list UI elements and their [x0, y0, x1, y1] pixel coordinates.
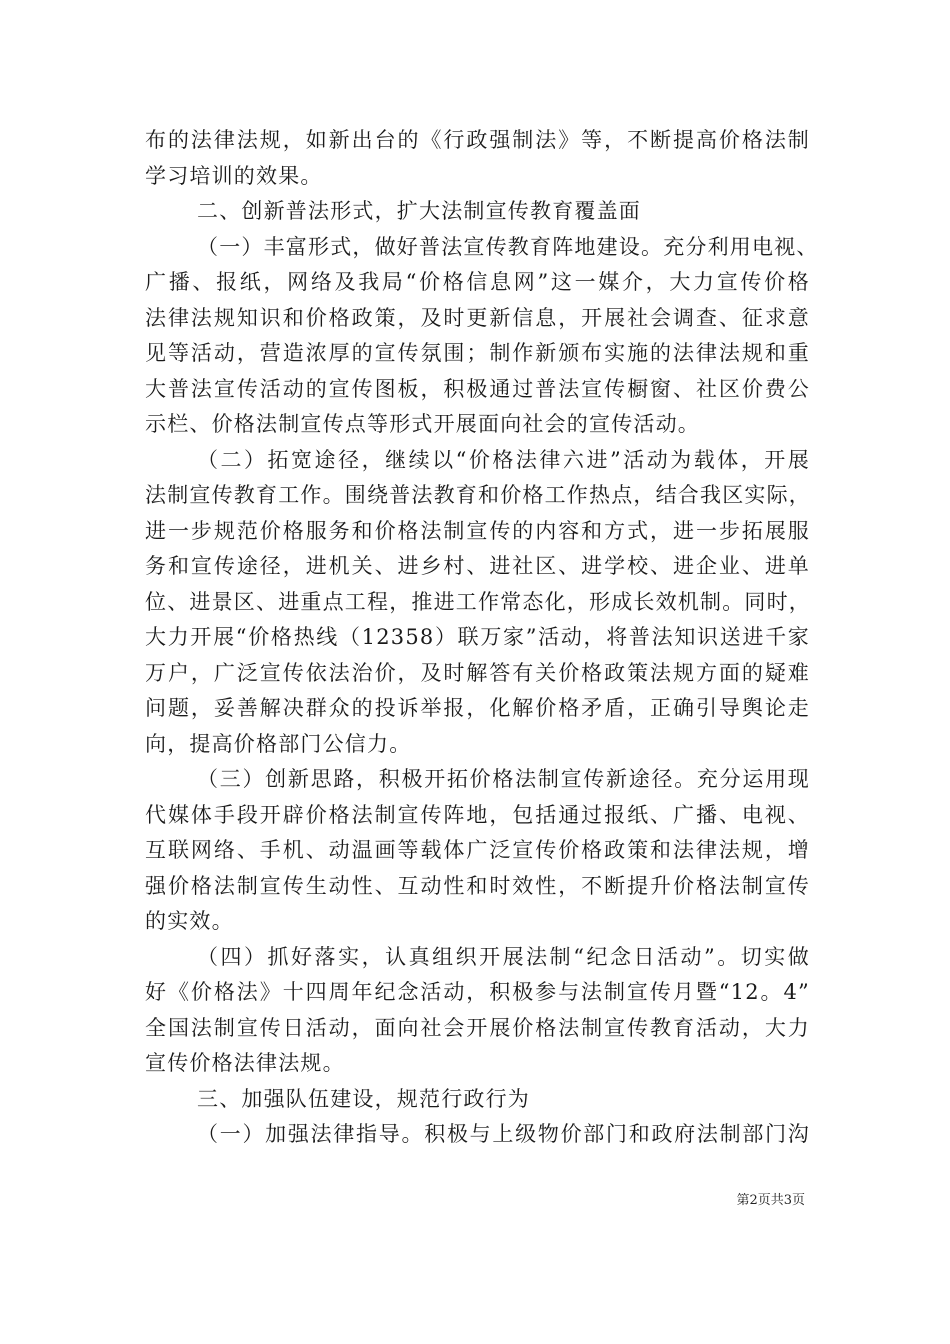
text-line: （三）创新思路，积极开拓价格法制宣传新途径。充分运用现: [197, 767, 810, 791]
text-line: （二）拓宽途径，继续以“价格法律六进”活动为载体，开展: [197, 447, 810, 472]
text-line: 位、进景区、进重点工程，推进工作常态化，形成长效机制。同时，: [145, 589, 811, 614]
text-line: 强价格法制宣传生动性、互动性和时效性，不断提升价格法制宣传: [145, 873, 810, 898]
text-line: 好《价格法》十四周年纪念活动，积极参与法制宣传月暨“12。4”: [145, 980, 810, 1004]
text-line: 法律法规知识和价格政策，及时更新信息，开展社会调查、征求意: [145, 305, 810, 330]
text-line: 广播、报纸，网络及我局“价格信息网”这一媒介，大力宣传价格: [145, 270, 810, 294]
text-line: （四）抓好落实，认真组织开展法制“纪念日活动”。切实做: [197, 944, 810, 969]
text-line: 布的法律法规，如新出台的《行政强制法》等，不断提高价格法制: [145, 128, 810, 152]
text-line: 代媒体手段开辟价格法制宣传阵地，包括通过报纸、广播、电视、: [145, 802, 810, 827]
text-line: 学习培训的效果。: [145, 163, 323, 188]
text-line: 见等活动，营造浓厚的宣传氛围；制作新颁布实施的法律法规和重: [145, 341, 810, 365]
text-line: 全国法制宣传日活动，面向社会开展价格法制宣传教育活动，大力: [145, 1015, 810, 1040]
text-line: 法制宣传教育工作。围绕普法教育和价格工作热点，结合我区实际，: [145, 483, 811, 507]
text-line: （一）丰富形式，做好普法宣传教育阵地建设。充分利用电视、: [197, 234, 819, 259]
text-line: 宣传价格法律法规。: [145, 1051, 345, 1075]
text-line: 的实效。: [145, 909, 234, 933]
text-line: 示栏、价格法制宣传点等形式开展面向社会的宣传活动。: [145, 412, 700, 436]
text-line: （一）加强法律指导。积极与上级物价部门和政府法制部门沟: [197, 1122, 810, 1146]
text-line: 万户，广泛宣传依法治价，及时解答有关价格政策法规方面的疑难: [145, 660, 810, 685]
text-line: 问题，妥善解决群众的投诉举报，化解价格矛盾，正确引导舆论走: [145, 696, 810, 720]
text-line: 进一步规范价格服务和价格法制宣传的内容和方式，进一步拓展服: [145, 518, 810, 543]
text-line: 互联网络、手机、动温画等载体广泛宣传价格政策和法律法规，增: [145, 838, 810, 862]
page-number: 第2页共3页: [736, 1193, 805, 1208]
text-line: 大力开展“价格热线（12358）联万家”活动，将普法知识送进千家: [145, 625, 810, 649]
text-line: 向，提高价格部门公信力。: [145, 731, 412, 756]
text-line: 务和宣传途径，进机关、进乡村、进社区、进学校、进企业、进单: [145, 554, 810, 578]
text-line: 大普法宣传活动的宣传图板，积极通过普法宣传橱窗、社区价费公: [145, 376, 810, 401]
text-line: 三、加强队伍建设，规范行政行为: [197, 1086, 530, 1111]
text-line: 二、创新普法形式，扩大法制宣传教育覆盖面: [197, 199, 641, 223]
